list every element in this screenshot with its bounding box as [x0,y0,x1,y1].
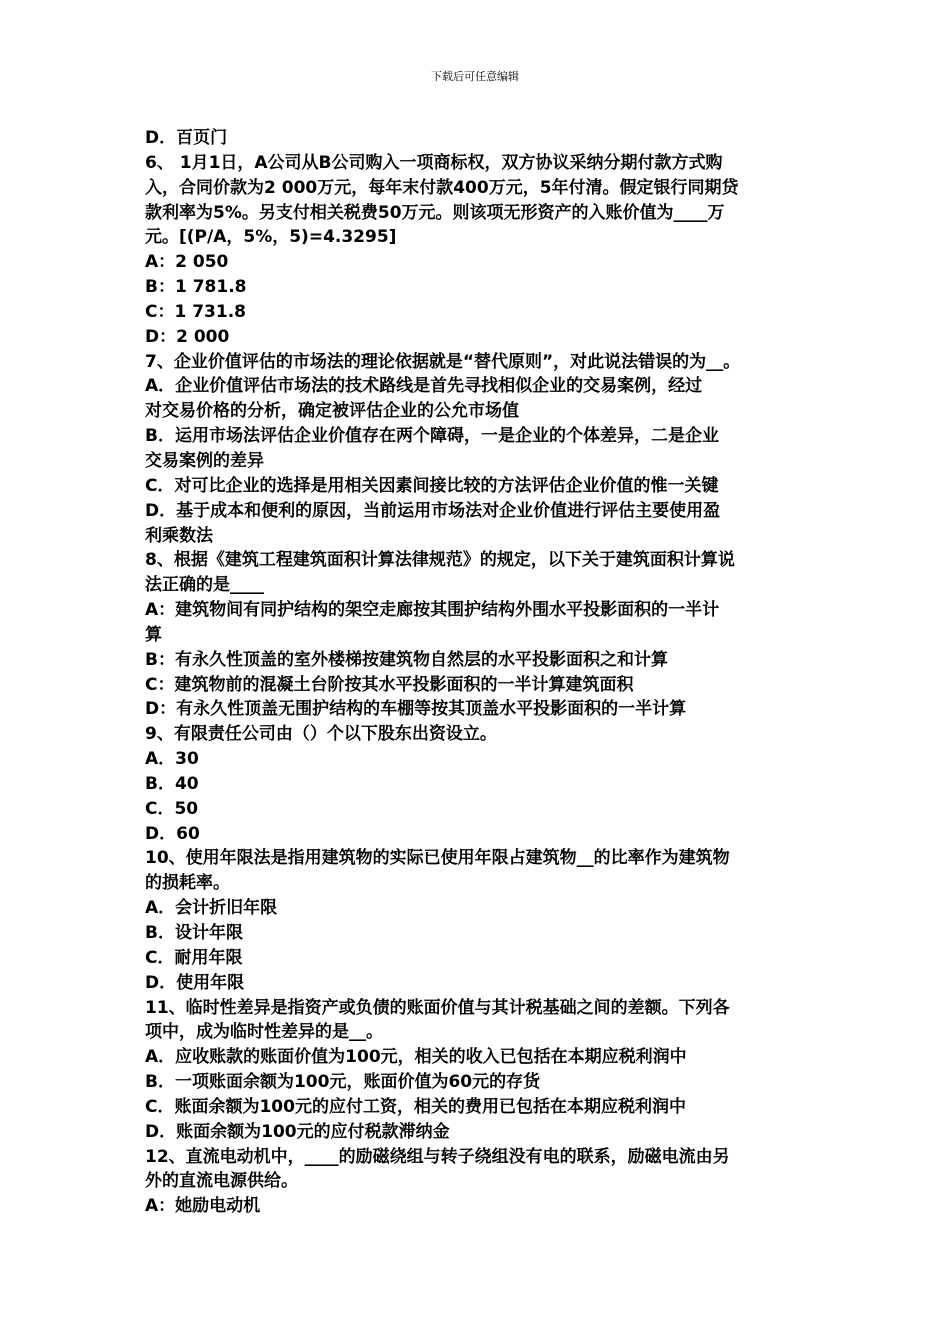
text-line: D．百页门 [145,128,228,148]
option-line: D．60 [145,823,200,844]
question-line: 11、临时性差异是指资产或负债的账面价值与其计税基础之间的差额。下列各 [145,997,730,1018]
option-line: B．40 [145,773,199,794]
option-line: C．对可比企业的选择是用相关因素间接比较的方法评估企业价值的惟一关键 [145,475,719,496]
option-line: D．基于成本和便利的原因，当前运用市场法对企业价值进行评估主要使用盈 [145,500,721,521]
option-line: A．应收账款的账面价值为100元，相关的收入已包括在本期应税利润中 [145,1047,687,1068]
option-line: A：建筑物间有同护结构的架空走廊按其围护结构外围水平投影面积的一半计 [145,600,720,621]
text-line: 法正确的是____ [145,575,264,596]
option-line: A：2 050 [145,252,229,273]
page-header: 下载后可任意编辑 [431,70,519,83]
option-line: C．50 [145,798,199,819]
option-line: B：1 781.8 [145,277,247,298]
question-line: 9、有限责任公司由（）个以下股东出资设立。 [145,724,497,745]
text-line: 交易案例的差异 [145,450,264,471]
text-line: 外的直流电源供给。 [145,1171,298,1192]
text-line: 利乘数法 [145,525,213,546]
text-line: 算 [145,624,162,645]
text-line: 元。[(P/A，5%，5)=4.3295] [145,227,397,248]
question-line: 8、根据《建筑工程建筑面积计算法律规范》的规定，以下关于建筑面积计算说 [145,550,735,571]
option-line: C：建筑物前的混凝土台阶按其水平投影面积的一半计算建筑面积 [145,674,634,695]
option-line: B．设计年限 [145,923,243,943]
option-line: C：1 731.8 [145,301,246,322]
option-line: A．企业价值评估市场法的技术路线是首先寻找相似企业的交易案例，经过 [145,376,703,397]
text-line: 项中，成为临时性差异的是__。 [145,1022,383,1043]
option-line: A．30 [145,749,199,770]
option-line: A：她励电动机 [145,1196,261,1217]
text-line: 款利率为5%。另支付相关税费50万元。则该项无形资产的入账价值为____万 [145,202,725,223]
question-line: 7、企业价值评估的市场法的理论依据就是“替代原则”，对此说法错误的为__。 [145,351,741,372]
option-line: C．账面余额为100元的应付工资，相关的费用已包括在本期应税利润中 [145,1096,686,1117]
option-line: B：有永久性顶盖的室外楼梯按建筑物自然层的水平投影面积之和计算 [145,649,668,670]
text-line: 的损耗率。 [145,873,230,894]
option-line: B．运用市场法评估企业价值存在两个障碍，一是企业的个体差异，二是企业 [145,426,719,447]
question-line: 12、直流电动机中，____的励磁绕组与转子绕组没有电的联系，励磁电流由另 [145,1146,730,1167]
option-line: D．账面余额为100元的应付税款滞纳金 [145,1121,450,1142]
text-line: 对交易价格的分析，确定被评估企业的公允市场值 [145,401,519,422]
question-line: 6、 1月1日，A公司从B公司购入一项商标权，双方协议采纳分期付款方式购 [145,152,723,173]
option-line: D．使用年限 [145,972,245,993]
option-line: D：有永久性顶盖无围护结构的车棚等按其顶盖水平投影面积的一半计算 [145,699,687,720]
option-line: B．一项账面余额为100元，账面价值为60元的存货 [145,1072,541,1093]
question-line: 10、使用年限法是指用建筑物的实际已使用年限占建筑物__的比率作为建筑物 [145,848,730,869]
document-body [145,126,815,1219]
option-line: A．会计折旧年限 [145,898,278,919]
option-line: D：2 000 [145,326,230,347]
text-line: 入，合同价款为2 000万元，每年末付款400万元，5年付清。假定银行同期贷 [145,177,739,198]
option-line: C．耐用年限 [145,947,243,968]
